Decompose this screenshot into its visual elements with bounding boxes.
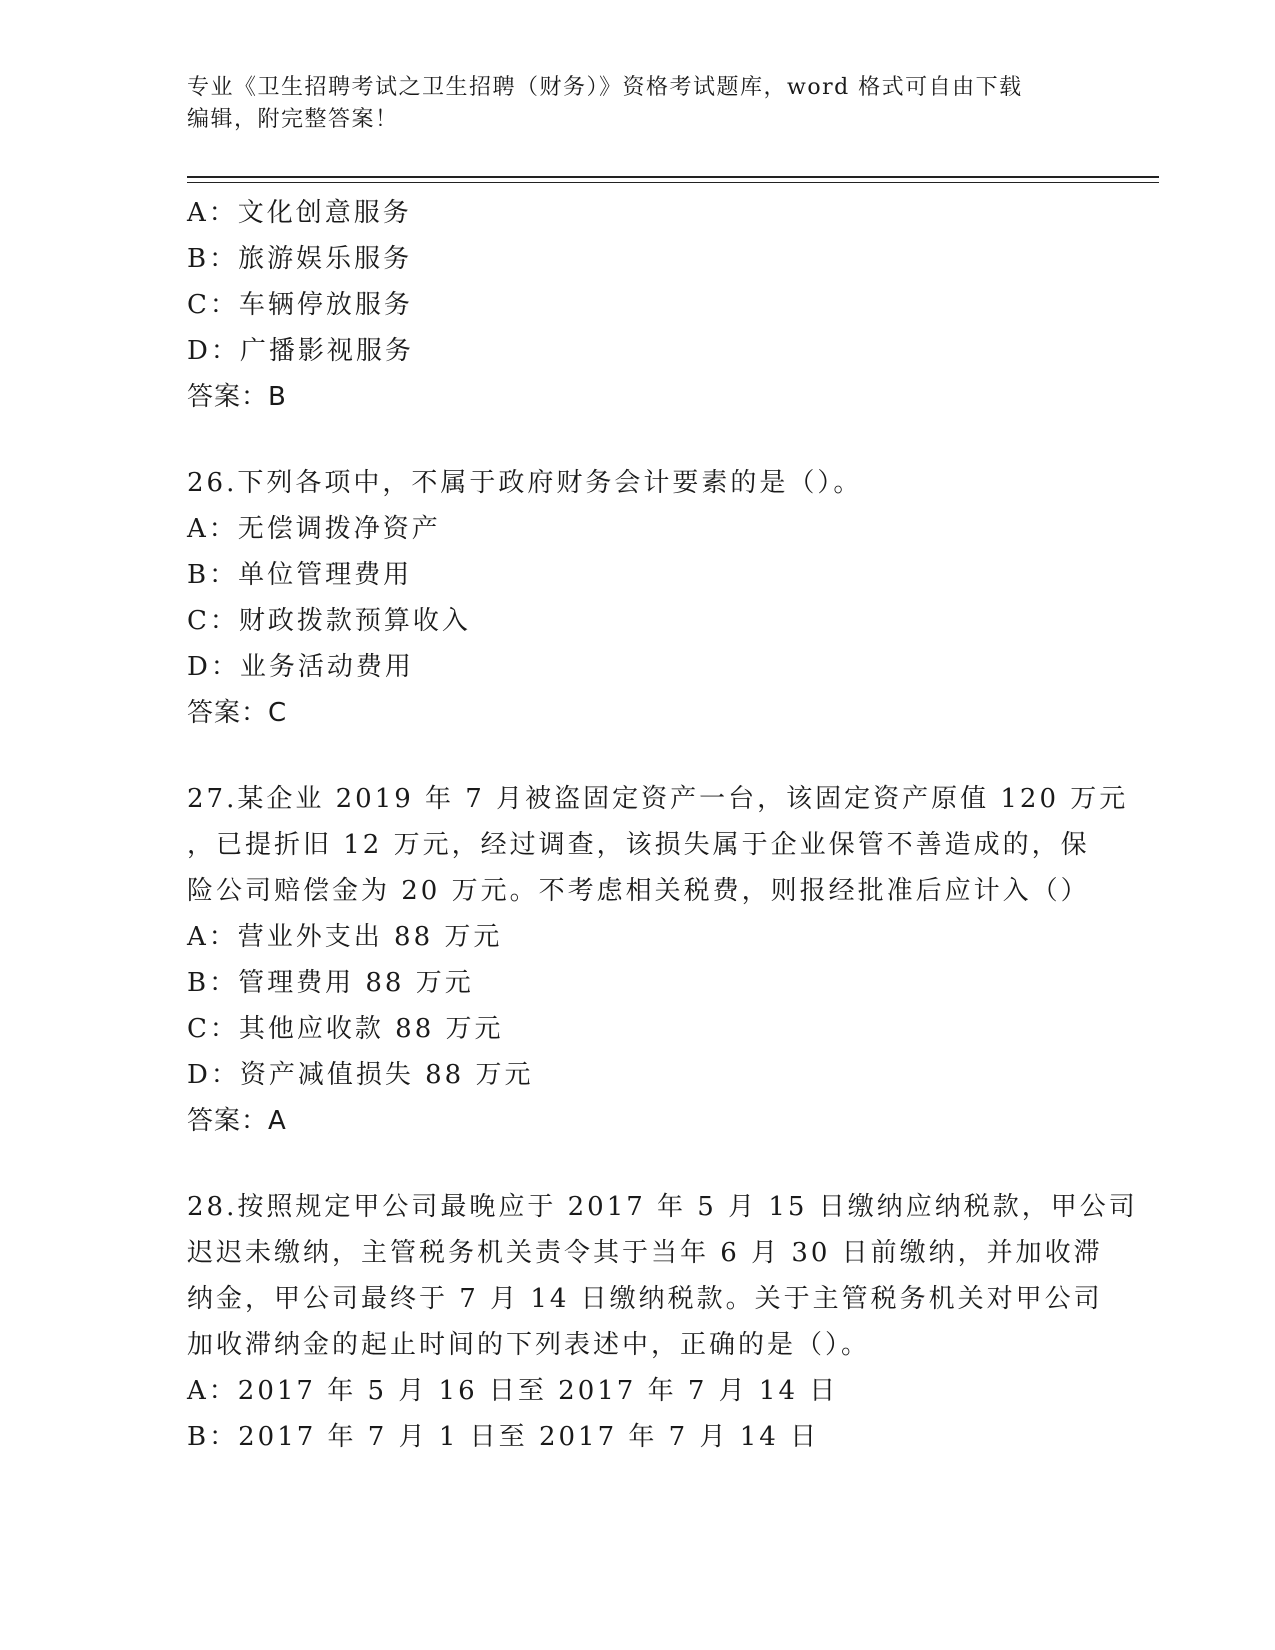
answer-line: 答案：A — [187, 1106, 287, 1136]
option-b: B：2017 年 7 月 1 日至 2017 年 7 月 14 日 — [187, 1422, 820, 1452]
header-line-2: 编辑，附完整答案！ — [187, 107, 399, 132]
question-block — [187, 776, 1129, 1144]
question-stem: 纳金，甲公司最终于 7 月 14 日缴纳税款。关于主管税务机关对甲公司 — [187, 1284, 1103, 1314]
document-header — [187, 72, 1087, 136]
question-block — [187, 190, 1087, 420]
question-stem: 加收滞纳金的起止时间的下列表述中，正确的是（）。 — [187, 1330, 871, 1360]
question-stem: 27.某企业 2019 年 7 月被盗固定资产一台，该固定资产原值 120 万元 — [187, 784, 1129, 814]
header-line-1: 专业《卫生招聘考试之卫生招聘（财务）》资格考试题库，word 格式可自由下载 — [187, 75, 1023, 100]
question-content — [187, 190, 1138, 1460]
question-stem: 迟迟未缴纳，主管税务机关责令其于当年 6 月 30 日前缴纳，并加收滞 — [187, 1238, 1103, 1268]
question-stem: ，已提折旧 12 万元，经过调查，该损失属于企业保管不善造成的，保 — [187, 830, 1090, 860]
option-c: C：车辆停放服务 — [187, 290, 413, 320]
option-a: A：2017 年 5 月 16 日至 2017 年 7 月 14 日 — [187, 1376, 839, 1406]
question-block — [187, 460, 1087, 736]
answer-line: 答案：B — [187, 382, 287, 412]
option-d: D：业务活动费用 — [187, 652, 414, 682]
option-a: A：无偿调拨净资产 — [187, 514, 441, 544]
header-divider-thin — [187, 182, 1159, 183]
question-stem: 28.按照规定甲公司最晚应于 2017 年 5 月 15 日缴纳应纳税款，甲公司 — [187, 1192, 1138, 1222]
option-b: B：管理费用 88 万元 — [187, 968, 474, 998]
option-c: C：财政拨款预算收入 — [187, 606, 471, 636]
option-a: A：营业外支出 88 万元 — [187, 922, 503, 952]
option-d: D：广播影视服务 — [187, 336, 414, 366]
answer-line: 答案：C — [187, 698, 288, 728]
option-b: B：旅游娱乐服务 — [187, 244, 413, 274]
option-d: D：资产减值损失 88 万元 — [187, 1060, 534, 1090]
question-stem: 险公司赔偿金为 20 万元。不考虑相关税费，则报经批准后应计入（） — [187, 876, 1090, 906]
question-block — [187, 1184, 1138, 1460]
question-stem: 26.下列各项中，不属于政府财务会计要素的是（）。 — [187, 468, 863, 498]
header-divider-thick — [187, 176, 1159, 178]
option-b: B：单位管理费用 — [187, 560, 413, 590]
option-c: C：其他应收款 88 万元 — [187, 1014, 504, 1044]
option-a: A：文化创意服务 — [187, 198, 412, 228]
